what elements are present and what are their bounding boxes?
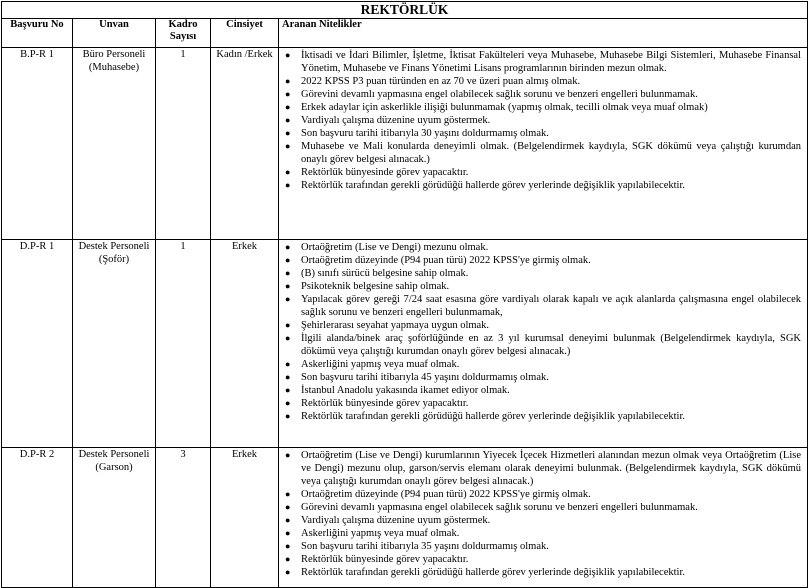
requirement-item xyxy=(285,488,801,501)
requirement-item xyxy=(285,358,801,371)
requirement-item xyxy=(285,166,801,179)
bullet-icon: ● xyxy=(285,372,291,382)
requirement-item xyxy=(285,371,801,384)
requirement-text: 2022 KPSS P3 puan türünden en az 70 ve üzeri puan almış olmak. xyxy=(301,76,581,87)
requirement-text: Yapılacak görev gereği 7/24 saat esasına göre vardiyalı olarak kapalı ve açık alanlarda çalışmasına engel olabilecek sağlık sorunu ve benzeri engelleri bulunmamak, xyxy=(301,294,802,318)
position-title: Büro Personeli (Muhasebe) xyxy=(73,48,156,240)
bullet-icon: ● xyxy=(285,554,291,564)
requirement-text: Son başvuru tarihi itibarıyla 30 yaşını doldurmamış olmak. xyxy=(301,128,549,139)
position-title: Destek Personeli (Şoför) xyxy=(73,240,156,448)
page-title: REKTÖRLÜK xyxy=(2,2,808,19)
requirement-text: Rektörlük tarafından gerekli görüdüğü hallerde görev yerlerinde değişiklik yapılabilecektir. xyxy=(301,180,685,191)
bullet-icon: ● xyxy=(285,398,291,408)
requirement-text: Rektörlük bünyesinde görev yapacaktır. xyxy=(301,554,469,565)
requirement-item xyxy=(285,332,802,358)
requirement-text: Ortaöğretim düzeyinde (P94 puan türü) 2022 KPSS'ye girmiş olmak. xyxy=(301,489,591,500)
gender: Kadın /Erkek xyxy=(211,48,279,240)
requirement-text: Psikoteknik belgesine sahip olmak. xyxy=(301,281,450,292)
requirement-item xyxy=(285,241,801,254)
bullet-icon: ● xyxy=(285,541,291,551)
gender: Erkek xyxy=(211,448,279,588)
requirement-item xyxy=(285,319,801,332)
position-title: Destek Personeli (Garson) xyxy=(73,448,156,588)
requirement-item xyxy=(285,280,801,293)
requirement-text: Ortaöğretim (Lise ve Dengi) kurumlarının Yiyecek İçecek Hizmetleri alanından mezun olmak veya Ortaöğretim (Lise ve Dengi) mezunu olup, garson/servis elemanı olarak deneyimi bulunmak. (Belgelendirmek kaydıyla, SGK dökümü veya çalıştığı kurumdan onaylı görev belgesi alınacak.) xyxy=(301,450,802,487)
requirement-item xyxy=(285,127,801,140)
requirement-text: (B) sınıfı sürücü belgesine sahip olmak. xyxy=(301,268,469,279)
bullet-icon: ● xyxy=(285,333,291,343)
requirement-item xyxy=(285,449,802,488)
bullet-icon: ● xyxy=(285,567,291,577)
requirements-cell xyxy=(279,240,808,448)
bullet-icon: ● xyxy=(285,359,291,369)
bullet-icon: ● xyxy=(285,128,291,138)
column-header-title: Unvan xyxy=(73,19,156,48)
requirement-text: Rektörlük bünyesinde görev yapacaktır. xyxy=(301,167,469,178)
table-row xyxy=(2,48,808,240)
bullet-icon: ● xyxy=(285,242,291,252)
requirement-item xyxy=(285,179,801,192)
application-code: D.P-R 1 xyxy=(2,240,73,448)
bullet-icon: ● xyxy=(285,167,291,177)
requirement-item xyxy=(285,293,802,319)
quota-count: 1 xyxy=(156,48,211,240)
requirement-item xyxy=(285,114,801,127)
header-row xyxy=(2,19,808,48)
requirement-text: Rektörlük bünyesinde görev yapacaktır. xyxy=(301,398,469,409)
bullet-icon: ● xyxy=(285,268,291,278)
requirement-text: Askerliğini yapmış veya muaf olmak. xyxy=(301,528,460,539)
quota-count: 1 xyxy=(156,240,211,448)
requirement-item xyxy=(285,140,802,166)
table-row xyxy=(2,240,808,448)
bullet-icon: ● xyxy=(285,76,291,86)
application-code: B.P-R 1 xyxy=(2,48,73,240)
requirement-text: Ortaöğretim düzeyinde (P94 puan türü) 2022 KPSS'ye girmiş olmak. xyxy=(301,255,591,266)
bullet-icon: ● xyxy=(285,281,291,291)
requirement-text: Son başvuru tarihi itibarıyla 35 yaşını doldurmamış olmak. xyxy=(301,541,549,552)
requirement-text: Askerliğini yapmış veya muaf olmak. xyxy=(301,359,460,370)
requirement-item xyxy=(285,501,801,514)
requirement-text: Erkek adaylar için askerlikle ilişiği bulunmamak (yapmış olmak, tecilli olmak veya muaf olmak) xyxy=(301,102,708,113)
requirement-item xyxy=(285,75,801,88)
requirement-item xyxy=(285,49,802,75)
bullet-icon: ● xyxy=(285,180,291,190)
requirement-text: Rektörlük tarafından gerekli görüdüğü hallerde görev yerlerinde değişiklik yapılabilecektir. xyxy=(301,411,685,422)
requirements-cell xyxy=(279,48,808,240)
requirement-text: Ortaöğretim (Lise ve Dengi) mezunu olmak. xyxy=(301,242,489,253)
requirement-text: Rektörlük tarafından gerekli görüdüğü hallerde görev yerlerinde değişiklik yapılabilecektir. xyxy=(301,567,685,578)
application-code: D.P-R 2 xyxy=(2,448,73,588)
quota-count: 3 xyxy=(156,448,211,588)
requirement-item xyxy=(285,553,801,566)
requirement-item xyxy=(285,514,801,527)
requirement-text: Görevini devamlı yapmasına engel olabilecek sağlık sorunu ve benzeri engelleri bulunmamak. xyxy=(301,89,698,100)
bullet-icon: ● xyxy=(285,50,291,60)
bullet-icon: ● xyxy=(285,502,291,512)
gender: Erkek xyxy=(211,240,279,448)
requirement-text: İktisadi ve İdari Bilimler, İşletme, İktisat Fakülteleri veya Muhasebe, Muhasebe Bilgi Sistemleri, Muhasebe Finansal Yönetim, Muhasebe ve Finans Yönetimi Lisans programlarının birinden mezun olmak. xyxy=(301,50,802,74)
requirement-text: Şehirlerarası seyahat yapmaya uygun olmak. xyxy=(301,320,490,331)
bullet-icon: ● xyxy=(285,294,291,304)
positions-table xyxy=(1,1,808,588)
column-header-requirements: Aranan Nitelikler xyxy=(279,19,808,48)
requirement-text: Görevini devamlı yapmasına engel olabilecek sağlık sorunu ve benzeri engelleri bulunmamak. xyxy=(301,502,698,513)
requirement-item xyxy=(285,397,801,410)
requirement-item xyxy=(285,410,801,423)
requirement-item xyxy=(285,566,801,579)
requirement-item xyxy=(285,384,801,397)
requirement-text: Vardiyalı çalışma düzenine uyum göstermek. xyxy=(301,515,491,526)
bullet-icon: ● xyxy=(285,89,291,99)
requirement-item xyxy=(285,540,801,553)
requirement-item xyxy=(285,267,801,280)
bullet-icon: ● xyxy=(285,450,291,460)
bullet-icon: ● xyxy=(285,515,291,525)
column-header-gender: Cinsiyet xyxy=(211,19,279,48)
requirement-text: İlgili alanda/binek araç şoförlüğünde en az 3 yıl kurumsal deneyimi bulunmak (Belgelendirmek kaydıyla, SGK dökümü veya çalıştığı kurumdan onaylı görev belgesi alınacak.) xyxy=(301,333,802,357)
requirement-text: İstanbul Anadolu yakasında ikamet ediyor olmak. xyxy=(301,385,510,396)
requirement-item xyxy=(285,254,801,267)
requirements-list xyxy=(279,448,807,582)
bullet-icon: ● xyxy=(285,255,291,265)
positions-body xyxy=(2,48,808,588)
requirement-item xyxy=(285,527,801,540)
table-row xyxy=(2,448,808,588)
requirement-text: Vardiyalı çalışma düzenine uyum göstermek. xyxy=(301,115,491,126)
requirements-cell xyxy=(279,448,808,588)
requirement-text: Son başvuru tarihi itibarıyla 45 yaşını doldurmamış olmak. xyxy=(301,372,549,383)
bullet-icon: ● xyxy=(285,411,291,421)
title-row xyxy=(2,2,808,19)
bullet-icon: ● xyxy=(285,385,291,395)
requirements-list xyxy=(279,48,807,195)
bullet-icon: ● xyxy=(285,115,291,125)
column-header-code: Başvuru No xyxy=(2,19,73,48)
bullet-icon: ● xyxy=(285,141,291,151)
requirement-item xyxy=(285,101,801,114)
bullet-icon: ● xyxy=(285,102,291,112)
bullet-icon: ● xyxy=(285,489,291,499)
bullet-icon: ● xyxy=(285,528,291,538)
column-header-quota: Kadro Sayısı xyxy=(156,19,211,48)
bullet-icon: ● xyxy=(285,320,291,330)
requirement-text: Muhasebe ve Mali konularda deneyimli olmak. (Belgelendirmek kaydıyla, SGK dökümü veya çalıştığı kurumdan onaylı görev belgesi alınacak.) xyxy=(301,141,802,165)
requirement-item xyxy=(285,88,801,101)
requirements-list xyxy=(279,240,807,426)
